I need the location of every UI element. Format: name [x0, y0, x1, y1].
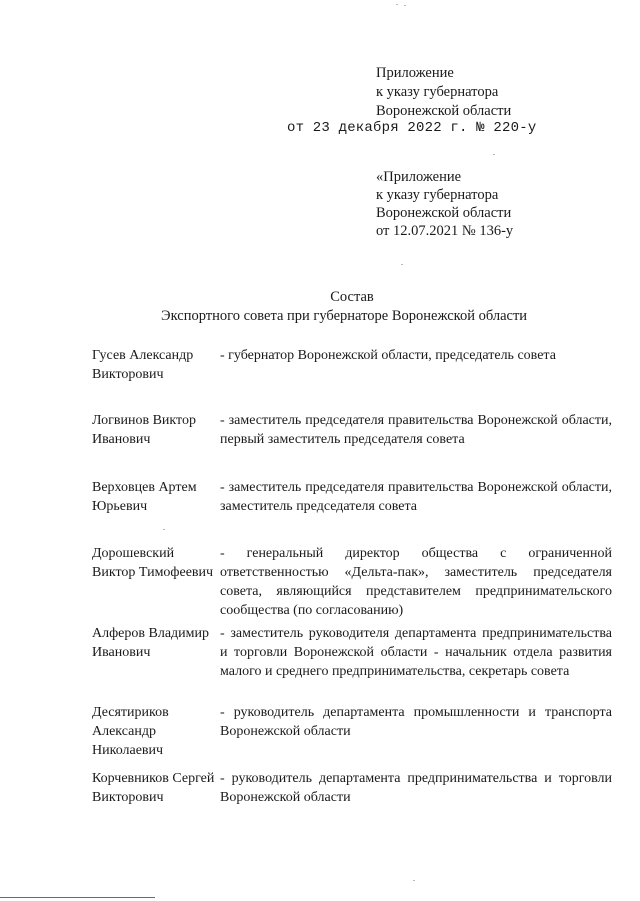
- member-name: Дорошевский Виктор Тимофеевич: [92, 546, 214, 580]
- member-role: - заместитель руководителя департамента предпринимательства и торговли Воронежской области - начальник отдела развития малого и среднего предпринимательства, секретарь совета: [220, 626, 612, 679]
- appendix-line-2: к указу губернатора: [376, 84, 499, 100]
- prior-appendix-line-3: Воронежской области: [376, 205, 512, 221]
- member-role: - руководитель департамента промышленности и транспорта Воронежской области: [220, 705, 612, 739]
- appendix-line-1: Приложение: [376, 65, 454, 81]
- page-edge-line: [0, 897, 155, 898]
- member-role: - заместитель председателя правительства Воронежской области, заместитель председателя совета: [220, 480, 612, 514]
- member-name: Гусев Александр Викторович: [92, 348, 194, 382]
- document-title: Состав: [330, 289, 374, 305]
- scan-speck: [404, 5, 406, 6]
- decree-date-stamp: от 23 декабря 2022 г. № 220-у: [287, 120, 537, 136]
- prior-appendix-line-1: «Приложение: [376, 169, 462, 185]
- document-subtitle: Экспортного совета при губернаторе Воронежской области: [161, 308, 528, 324]
- scan-speck: [401, 264, 403, 265]
- member-name: Алферов Владимир Иванович: [92, 626, 209, 660]
- scan-speck: [163, 529, 165, 530]
- scan-speck: [396, 4, 398, 5]
- member-role: - губернатор Воронежской области, председатель совета: [220, 348, 556, 363]
- member-name: Корчевников Сергей Викторович: [92, 771, 215, 805]
- prior-appendix-line-4: от 12.07.2021 № 136-у: [376, 223, 514, 239]
- member-name: Логвинов Виктор Иванович: [92, 413, 196, 447]
- member-role: - генеральный директор общества с ограниченной ответственностью «Дельта-пак», заместитель председателя совета, являющийся представителем предпринимательского сообщества (по согласованию): [220, 546, 612, 618]
- scan-speck: [413, 880, 415, 881]
- prior-appendix-line-2: к указу губернатора: [376, 187, 499, 203]
- appendix-line-3: Воронежской области: [376, 103, 512, 119]
- member-role: - заместитель председателя правительства Воронежской области, первый заместитель председателя совета: [220, 413, 612, 447]
- member-role: - руководитель департамента предпринимательства и торговли Воронежской области: [220, 771, 612, 805]
- scan-speck: [493, 154, 495, 155]
- member-name: Верховцев Артем Юрьевич: [92, 480, 197, 514]
- member-name: Десятириков Александр Николаевич: [92, 705, 169, 758]
